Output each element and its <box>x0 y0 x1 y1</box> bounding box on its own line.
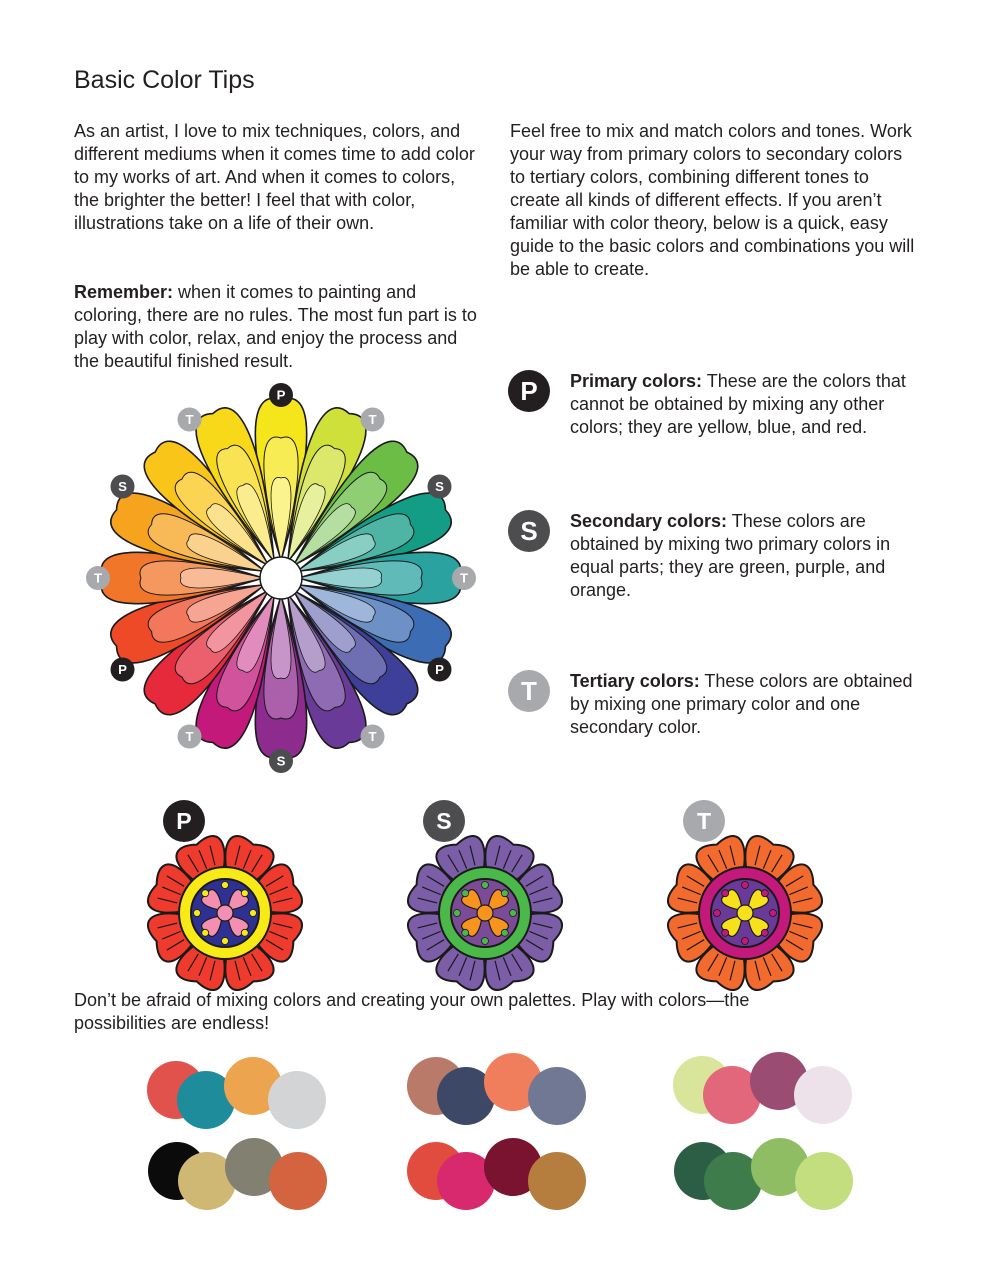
primary-label: Primary colors: <box>570 371 703 391</box>
closing-paragraph: Don’t be afraid of mixing colors and creating your own palettes. Play with colors—the possibilities are endless! <box>74 990 750 1033</box>
tertiary-text: These colors are obtained by mixing one primary color and one secondary color. <box>570 671 913 737</box>
palette-swatch <box>795 1152 853 1210</box>
wheel-badge-icon <box>111 658 135 682</box>
secondary-label: Secondary colors: <box>570 511 728 531</box>
palette-group <box>407 1138 586 1210</box>
wheel-badge-icon <box>178 408 202 432</box>
palette-group <box>673 1052 852 1124</box>
page-title: Basic Color Tips <box>74 66 255 94</box>
wheel-badge-icon <box>86 566 110 590</box>
svg-text:T: T <box>185 412 194 428</box>
palette-swatch <box>794 1066 852 1124</box>
svg-text:S: S <box>276 753 286 769</box>
wheel-badge-icon <box>427 658 451 682</box>
flower-badge-icon <box>423 800 465 842</box>
svg-text:P: P <box>118 662 127 678</box>
secondary-text: These colors are obtained by mixing two primary colors in equal parts; they are green, purple, and orange. <box>570 511 891 600</box>
svg-text:S: S <box>436 807 452 834</box>
primary-badge-icon: P <box>508 370 550 412</box>
svg-text:T: T <box>368 729 377 745</box>
example-flowers <box>0 795 1000 995</box>
palette-swatch <box>268 1071 326 1129</box>
intro-paragraph: As an artist, I love to mix techniques, colors, and different mediums when it comes time to add color to my works of art. And when it comes to colors, the brighter the better! I feel that with color, illustrations take on a life of their own. <box>74 121 475 233</box>
tertiary-badge-icon: T <box>508 670 550 712</box>
palette-swatch <box>528 1067 586 1125</box>
wheel-badge-icon <box>269 749 293 773</box>
secondary-definition-text <box>570 510 930 602</box>
svg-text:P: P <box>176 807 192 834</box>
svg-text:T: T <box>459 570 469 586</box>
svg-text:S: S <box>118 479 127 495</box>
palette-group <box>674 1138 853 1210</box>
remember-label: Remember: <box>74 282 174 302</box>
remember-paragraph <box>74 281 484 373</box>
svg-text:T: T <box>696 807 712 834</box>
example-flower <box>408 836 562 990</box>
wheel-badge-icon <box>452 566 476 590</box>
secondary-badge-icon: S <box>508 510 550 552</box>
example-flower <box>668 836 822 990</box>
palette-swatches <box>0 1050 1000 1230</box>
palette-group <box>147 1057 326 1129</box>
wheel-badge-icon <box>361 724 385 748</box>
wheel-badge-icon <box>269 383 293 407</box>
svg-text:T: T <box>93 570 103 586</box>
wheel-badge-icon <box>111 475 135 499</box>
remember-text: when it comes to painting and coloring, there are no rules. The most fun part is to play with color, relax, and enjoy the process and the beautiful finished result. <box>74 282 477 371</box>
svg-text:T: T <box>368 412 377 428</box>
tertiary-label: Tertiary colors: <box>570 671 700 691</box>
example-flower <box>148 836 302 990</box>
wheel-badge-icon <box>427 475 451 499</box>
primary-definition-text <box>570 370 930 439</box>
wheel-badge-icon <box>178 724 202 748</box>
palette-group <box>148 1138 327 1210</box>
mix-paragraph: Feel free to mix and match colors and tones. Work your way from primary colors to secondary colors to tertiary colors, combining different tones to create all kinds of different effects. If you aren’t familiar with color theory, below is a quick, easy guide to the basic colors and combinations you will be able to create. <box>510 121 915 279</box>
palette-group <box>407 1053 586 1125</box>
tertiary-definition-text <box>570 670 930 739</box>
flower-badge-icon <box>683 800 725 842</box>
wheel-center <box>260 557 302 599</box>
svg-text:S: S <box>435 479 444 495</box>
svg-text:P: P <box>276 387 286 403</box>
wheel-badge-icon <box>361 408 385 432</box>
palette-swatch <box>269 1152 327 1210</box>
svg-text:P: P <box>435 662 444 678</box>
svg-text:T: T <box>185 729 194 745</box>
primary-text: These are the colors that cannot be obtained by mixing any other colors; they are yellow, blue, and red. <box>570 371 906 437</box>
palette-swatch <box>528 1152 586 1210</box>
flower-badge-icon <box>163 800 205 842</box>
color-wheel <box>81 378 481 778</box>
